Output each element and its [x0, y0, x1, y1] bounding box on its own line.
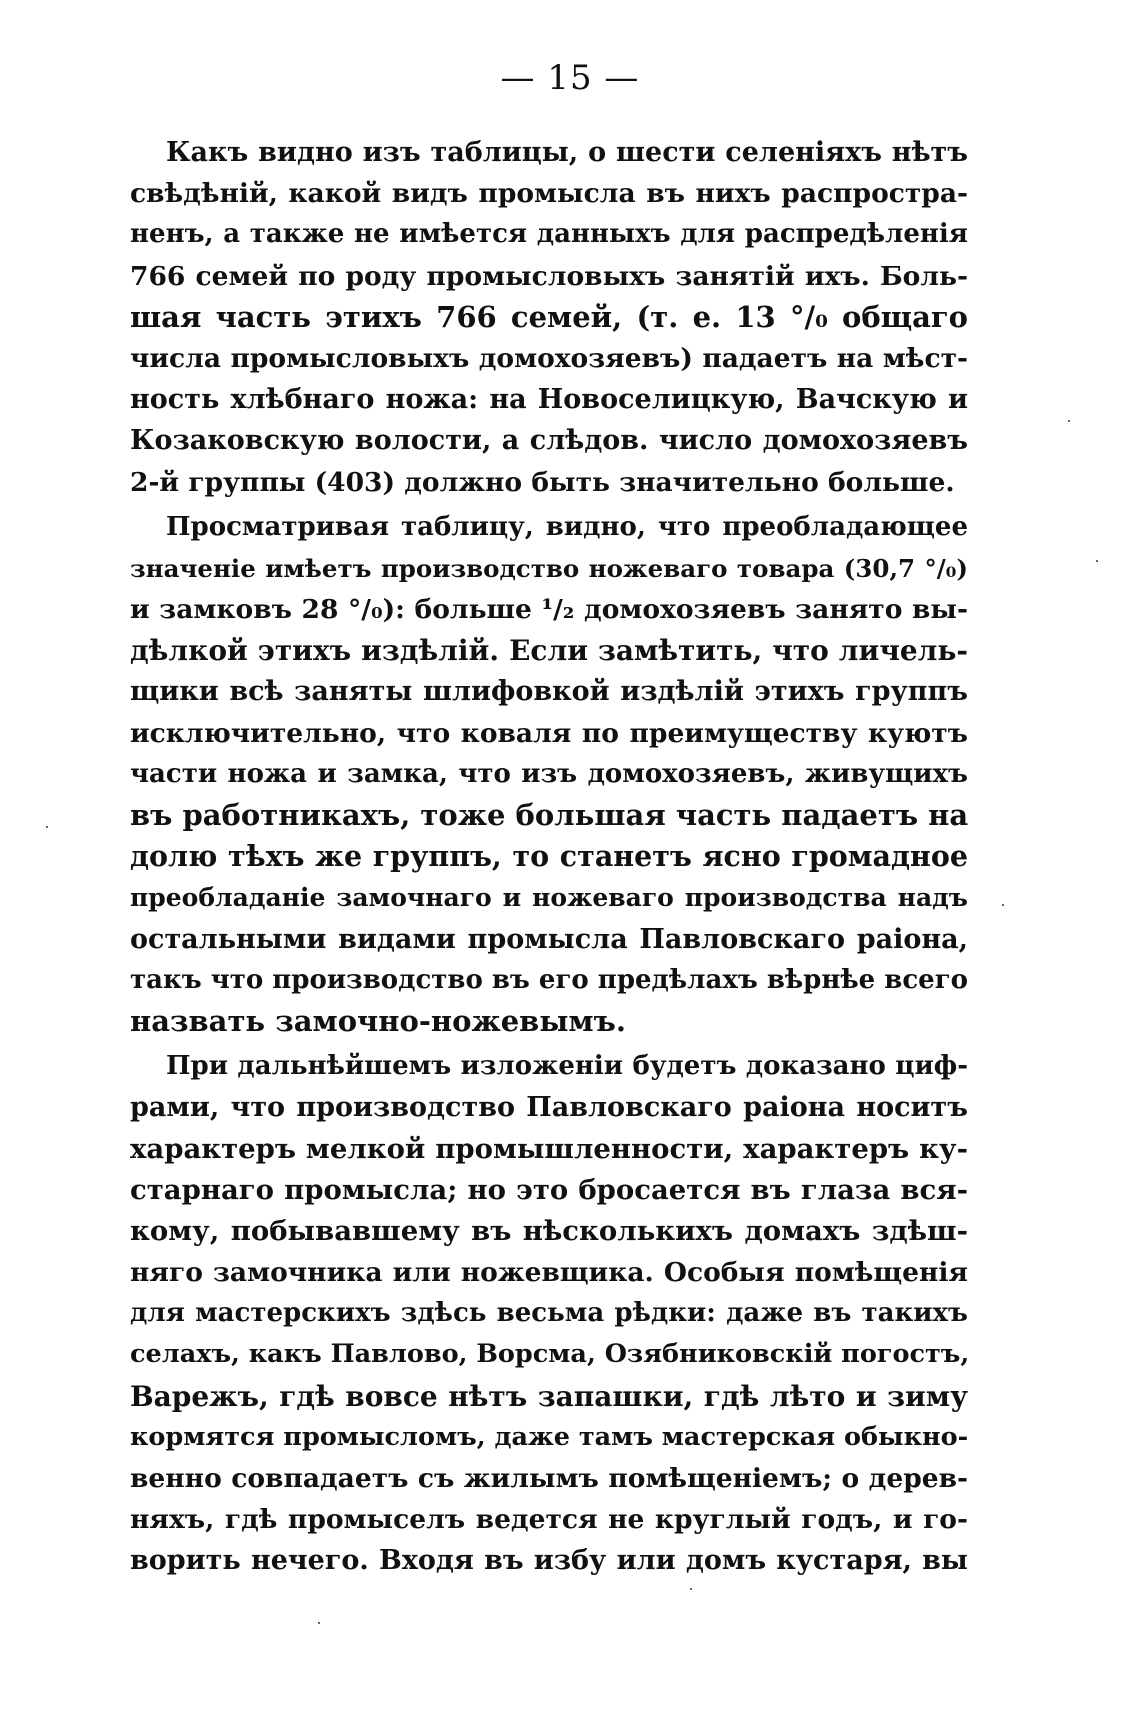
text-line: шая часть этихъ 766 семей, (т. е. 13 °/₀ общаго [130, 299, 968, 334]
paragraph-3 [130, 1046, 968, 1581]
text-line: няхъ, гдѣ промыселъ ведется не круглый годъ, и го- [130, 1504, 968, 1536]
page-number: — 15 — [500, 58, 640, 98]
text-line: для мастерскихъ здѣсь весьма рѣдки: даже въ такихъ [130, 1298, 968, 1329]
text-line: ненъ, а также не имѣется данныхъ для распредѣленія [130, 219, 968, 250]
text-line: ность хлѣбнаго ножа: на Новоселицкую, Вачскую и [130, 384, 968, 416]
text-line: остальными видами промысла Павловскаго раіона, [130, 923, 968, 955]
text-line: преобладаніе замочнаго и ножеваго производства надъ [130, 883, 968, 913]
text-line: селахъ, какъ Павлово, Ворсма, Озябниковскій погостъ, [130, 1339, 970, 1370]
scan-speck [46, 826, 48, 828]
text-line: значеніе имѣетъ производство ножеваго товара (30,7 °/₀) [130, 553, 968, 583]
text-line: въ работникахъ, тоже большая часть падаетъ на [130, 798, 969, 832]
text-line: Козаковскую волости, а слѣдов. число домохозяевъ [130, 425, 968, 457]
text-line: Какъ видно изъ таблицы, о шести селеніяхъ нѣтъ [166, 137, 968, 168]
text-line: При дальнѣйшемъ изложеніи будетъ доказано циф- [166, 1051, 968, 1082]
text-line: дѣлкой этихъ издѣлій. Если замѣтить, что личель- [130, 634, 968, 668]
text-line: 766 семей по роду промысловыхъ занятій ихъ. Боль- [130, 260, 968, 292]
text-line: щики всѣ заняты шлифовкой издѣлій этихъ группъ [130, 676, 968, 708]
text-line: части ножа и замка, что изъ домохозяевъ, живущихъ [130, 758, 968, 789]
scan-speck [1002, 904, 1004, 906]
text-line: назвать замочно-ножевымъ. [130, 1003, 626, 1038]
text-line: Варежъ, гдѣ вовсе нѣтъ запашки, гдѣ лѣто и зиму [130, 1379, 968, 1413]
text-line: кормятся промысломъ, даже тамъ мастерская обыкно- [130, 1421, 969, 1452]
text-line: исключительно, что коваля по преимуществу куютъ [130, 717, 968, 749]
scan-speck [318, 1622, 320, 1624]
text-line: и замковъ 28 °/₀): больше ¹/₂ домохозяевъ занято вы- [130, 594, 968, 626]
text-line: кому, побывавшему въ нѣсколькихъ домахъ здѣш- [130, 1214, 968, 1247]
scan-speck [690, 1588, 692, 1590]
text-line: 2-й группы (403) должно быть значительно больше. [130, 466, 955, 498]
text-line: свѣдѣній, какой видъ промысла въ нихъ распростра- [130, 178, 968, 210]
scan-speck [1068, 420, 1070, 422]
paragraph-2 [130, 507, 968, 1042]
text-line: Просматривая таблицу, видно, что преобладающее [166, 511, 968, 542]
text-line: рами, что производство Павловскаго раіона носитъ [130, 1092, 968, 1124]
body-text [130, 132, 968, 1582]
text-line: ворить нечего. Входя въ избу или домъ кустаря, вы [130, 1545, 968, 1577]
text-line: характеръ мелкой промышленности, характеръ ку- [130, 1132, 968, 1165]
text-line: числа промысловыхъ домохозяевъ) падаетъ на мѣст- [130, 342, 968, 374]
text-line: долю тѣхъ же группъ, то станетъ ясно громадное [130, 839, 968, 874]
text-line: старнаго промысла; но это бросается въ глаза вся- [130, 1173, 968, 1206]
text-line: венно совпадаетъ съ жилымъ помѣщеніемъ; о дерев- [130, 1463, 968, 1494]
paragraph-1 [130, 132, 968, 503]
text-line: такъ что производство въ его предѣлахъ вѣрнѣе всего [130, 964, 968, 995]
text-line: няго замочника или ножевщика. Особыя помѣщенія [130, 1257, 968, 1289]
scan-speck [1096, 560, 1098, 562]
